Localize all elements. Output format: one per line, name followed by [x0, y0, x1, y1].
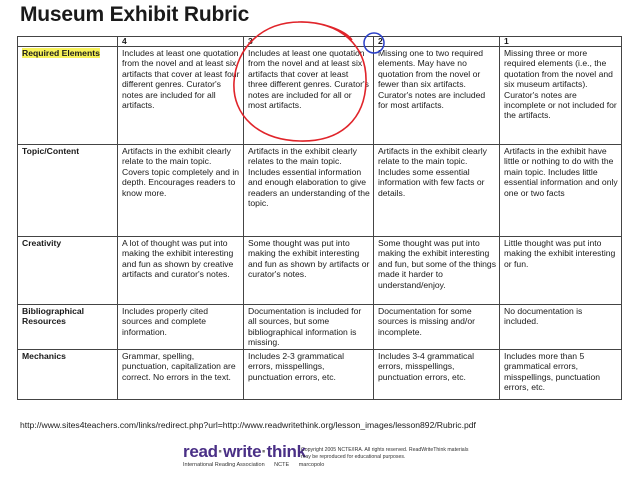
ncte-logo: NCTE [274, 462, 290, 468]
rubric-cell: Artifacts in the exhibit clearly relate to the main topic. Covers topic completely and in depth. Encourages readers to know more. [118, 145, 244, 237]
level-4-header: 4 [118, 37, 244, 47]
source-url[interactable]: http://www.sites4teachers.com/links/redirect.php?url=http://www.readwritethink.org/lesson_images/lesson892/Rubric.pdf [20, 420, 476, 430]
rubric-cell: Some thought was put into making the exhibit interesting and fun as shown by artifacts or curator's notes. [244, 237, 374, 305]
rubric-cell: Includes at least one quotation from the novel and at least six artifacts that cover at least four different genres. Curator's notes are included for all artifacts. [118, 47, 244, 145]
criteria-header-cell [18, 37, 118, 47]
footer-branding [183, 442, 473, 470]
readwritethink-logo: read·write·think [183, 442, 306, 461]
rubric-cell: Some thought was put into making the exhibit interesting and fun, but some of the things made it harder to understand/enjoy. [374, 237, 500, 305]
ira-logo: International Reading Association [183, 462, 265, 468]
rubric-cell: Artifacts in the exhibit have little or nothing to do with the main topic. Includes little essential information and only one or two facts [500, 145, 622, 237]
page-title: Museum Exhibit Rubric [20, 3, 250, 26]
level-3-header: 3 [244, 37, 374, 47]
table-row [18, 237, 622, 305]
criterion-cell: Creativity [18, 237, 118, 305]
rubric-cell: Grammar, spelling, punctuation, capitalization are correct. No errors in the text. [118, 350, 244, 400]
logo-word-read: read [183, 442, 218, 461]
criterion-cell: Topic/Content [18, 145, 118, 237]
rubric-cell: Includes at least one quotation from the novel and at least six artifacts that cover at least three different genres. Curator's notes are included for all or most artifacts. [244, 47, 374, 145]
rubric-cell: Missing one to two required elements. May have no quotation from the novel or fewer than six artifacts. Curator's notes are included for most artifacts. [374, 47, 500, 145]
criterion-cell: Bibliographical Resources [18, 305, 118, 350]
rubric-cell: Includes 2-3 grammatical errors, misspellings, punctuation errors, etc. [244, 350, 374, 400]
rubric-cell: Includes properly cited sources and complete information. [118, 305, 244, 350]
table-row [18, 47, 622, 145]
header-row [18, 37, 622, 47]
highlighted-criterion: Required Elements [22, 48, 100, 58]
criterion-cell [18, 47, 118, 145]
rubric-cell: Documentation is included for all sources, but some bibliographical information is missing. [244, 305, 374, 350]
rubric-cell: Artifacts in the exhibit clearly relate to the main topic. Includes some essential information with few facts or details. [374, 145, 500, 237]
rubric-cell: Includes 3-4 grammatical errors, misspellings, punctuation errors, etc. [374, 350, 500, 400]
rubric-cell: No documentation is included. [500, 305, 622, 350]
rubric-cell: Little thought was put into making the exhibit interesting or fun. [500, 237, 622, 305]
marcopolo-logo: marcopolo [298, 462, 325, 468]
partner-logos [183, 462, 332, 468]
level-2-header: 2 [374, 37, 500, 47]
rubric-cell: Artifacts in the exhibit clearly relates to the main topic. Includes essential information and enough elaboration to give readers an understanding of the topic. [244, 145, 374, 237]
copyright-notice: Copyright 2005 NCTE/IRA. All rights reserved. ReadWriteThink materials may be reproduced for educational purposes. [301, 447, 469, 460]
level-1-header: 1 [500, 37, 622, 47]
rubric-cell: Includes more than 5 grammatical errors, misspellings, punctuation errors, etc. [500, 350, 622, 400]
table-row [18, 350, 622, 400]
table-row [18, 305, 622, 350]
rubric-cell: Missing three or more required elements (i.e., the quotation from the novel and six museum artifacts). Curator's notes are incomplete or not included for the artifacts. [500, 47, 622, 145]
logo-word-write: write [223, 442, 262, 461]
rubric-table [17, 36, 622, 400]
rubric-cell: Documentation for some sources is missing and/or incomplete. [374, 305, 500, 350]
table-row [18, 145, 622, 237]
rubric-cell: A lot of thought was put into making the exhibit interesting and fun as shown by creative artifacts and curator's notes. [118, 237, 244, 305]
criterion-cell: Mechanics [18, 350, 118, 400]
logo-word-think: think [266, 442, 306, 461]
